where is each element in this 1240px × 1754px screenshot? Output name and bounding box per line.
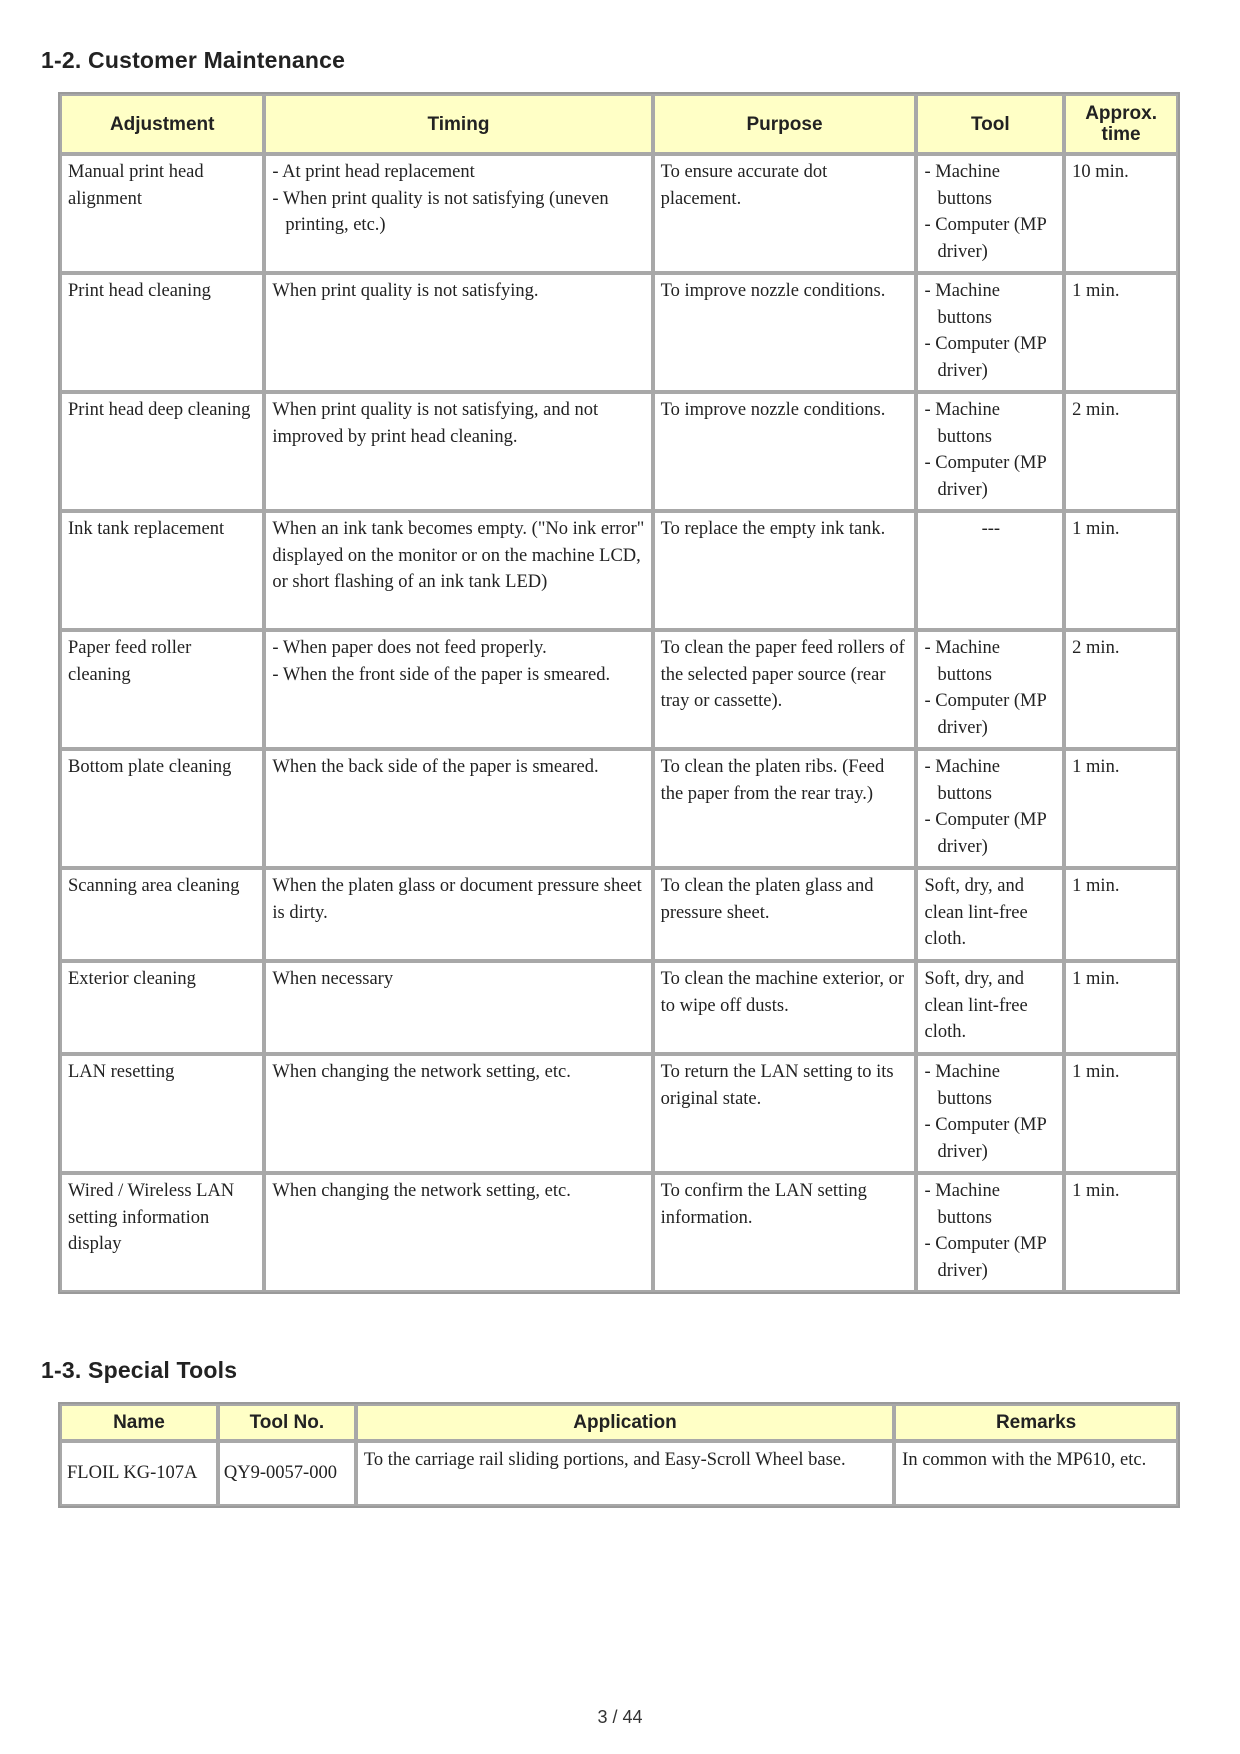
header-adjustment: Adjustment <box>60 94 264 154</box>
tool-line: driver) <box>937 836 988 857</box>
tool-line: driver) <box>937 1141 988 1162</box>
cell-approx-time: 1 min. <box>1064 1173 1178 1292</box>
cell-tool <box>916 154 1064 273</box>
cell-tool: Soft, dry, and clean lint-free cloth. <box>916 961 1064 1054</box>
tool-machine-buttons <box>924 1059 1057 1112</box>
tool-line: - Machine <box>924 757 1000 777</box>
cell-name: FLOIL KG-107A <box>60 1441 218 1506</box>
cell-approx-time: 1 min. <box>1064 961 1178 1054</box>
tool-line: - Machine <box>924 1062 1000 1082</box>
cell-timing: When print quality is not satisfying, and not improved by print head cleaning. <box>264 392 652 511</box>
cell-adjustment: Paper feed roller cleaning <box>60 630 264 749</box>
cell-purpose: To ensure accurate dot placement. <box>653 154 917 273</box>
cell-tool <box>916 749 1064 868</box>
cell-approx-time: 2 min. <box>1064 630 1178 749</box>
tool-computer-driver <box>924 331 1057 384</box>
header-name: Name <box>60 1404 218 1441</box>
table-row <box>60 154 1178 273</box>
header-tool-no: Tool No. <box>218 1404 356 1441</box>
tool-line: buttons <box>937 664 992 685</box>
tool-line: buttons <box>937 307 992 328</box>
tool-line: - Computer (MP <box>924 453 1047 473</box>
tool-computer-driver <box>924 1112 1057 1165</box>
cell-approx-time: 1 min. <box>1064 273 1178 392</box>
tool-line: - Machine <box>924 400 1000 420</box>
table-row <box>60 1441 1178 1506</box>
header-tool: Tool <box>916 94 1064 154</box>
cell-tool <box>916 630 1064 749</box>
cell-approx-time: 1 min. <box>1064 749 1178 868</box>
cell-timing: When the platen glass or document pressure sheet is dirty. <box>264 868 652 961</box>
tool-computer-driver <box>924 450 1057 503</box>
table-row <box>60 749 1178 868</box>
tool-machine-buttons <box>924 1178 1057 1231</box>
table-row <box>60 273 1178 392</box>
section-title-special-tools: 1-3. Special Tools <box>41 1357 238 1383</box>
cell-timing: When changing the network setting, etc. <box>264 1173 652 1292</box>
tool-computer-driver <box>924 807 1057 860</box>
tool-machine-buttons <box>924 278 1057 331</box>
tool-computer-driver <box>924 1231 1057 1284</box>
table-row <box>60 392 1178 511</box>
cell-adjustment: LAN resetting <box>60 1054 264 1173</box>
table-row <box>60 868 1178 961</box>
tool-line: - Machine <box>924 1181 1000 1201</box>
tool-line: buttons <box>937 783 992 804</box>
tool-line: buttons <box>937 426 992 447</box>
tool-computer-driver <box>924 688 1057 741</box>
cell-timing: When print quality is not satisfying. <box>264 273 652 392</box>
cell-adjustment: Bottom plate cleaning <box>60 749 264 868</box>
cell-adjustment: Manual print head alignment <box>60 154 264 273</box>
cell-purpose: To clean the machine exterior, or to wipe off dusts. <box>653 961 917 1054</box>
tool-line: driver) <box>937 717 988 738</box>
table-row <box>60 1173 1178 1292</box>
cell-adjustment: Scanning area cleaning <box>60 868 264 961</box>
tool-line: - Machine <box>924 638 1000 658</box>
timing-line: - When paper does not feed properly. <box>272 638 547 658</box>
cell-tool-no: QY9-0057-000 <box>218 1441 356 1506</box>
customer-maintenance-table <box>58 92 1180 1294</box>
cell-purpose: To replace the empty ink tank. <box>653 511 917 630</box>
header-timing: Timing <box>264 94 652 154</box>
special-tools-table <box>58 1402 1180 1508</box>
tool-line: - Computer (MP <box>924 691 1047 711</box>
table-row <box>60 630 1178 749</box>
table-row <box>60 961 1178 1054</box>
cell-timing: When the back side of the paper is smeared. <box>264 749 652 868</box>
tool-line: - Computer (MP <box>924 215 1047 235</box>
cell-purpose: To improve nozzle conditions. <box>653 273 917 392</box>
tool-line: - Machine <box>924 162 1000 182</box>
cell-purpose: To improve nozzle conditions. <box>653 392 917 511</box>
cell-purpose: To clean the platen ribs. (Feed the paper from the rear tray.) <box>653 749 917 868</box>
cell-purpose: To clean the platen glass and pressure sheet. <box>653 868 917 961</box>
tool-machine-buttons <box>924 159 1057 212</box>
cell-approx-time: 1 min. <box>1064 511 1178 630</box>
cell-timing: When changing the network setting, etc. <box>264 1054 652 1173</box>
cell-adjustment: Print head deep cleaning <box>60 392 264 511</box>
tool-computer-driver <box>924 212 1057 265</box>
cell-tool <box>916 273 1064 392</box>
cell-tool <box>916 1054 1064 1173</box>
cell-approx-time: 2 min. <box>1064 392 1178 511</box>
cell-tool <box>916 1173 1064 1292</box>
cell-timing <box>264 630 652 749</box>
tool-machine-buttons <box>924 397 1057 450</box>
table-row <box>60 511 1178 630</box>
cell-tool: Soft, dry, and clean lint-free cloth. <box>916 868 1064 961</box>
cell-approx-time: 1 min. <box>1064 868 1178 961</box>
cell-adjustment: Wired / Wireless LAN setting information display <box>60 1173 264 1292</box>
cell-adjustment: Ink tank replacement <box>60 511 264 630</box>
header-approx-time: Approx. time <box>1064 94 1178 154</box>
header-purpose: Purpose <box>653 94 917 154</box>
cell-purpose: To return the LAN setting to its original state. <box>653 1054 917 1173</box>
tool-line: driver) <box>937 479 988 500</box>
tool-line: - Machine <box>924 281 1000 301</box>
cell-adjustment: Print head cleaning <box>60 273 264 392</box>
header-application: Application <box>356 1404 894 1441</box>
timing-line: - When print quality is not satisfying (uneven printing, etc.) <box>272 188 609 235</box>
cell-purpose: To clean the paper feed rollers of the selected paper source (rear tray or cassette). <box>653 630 917 749</box>
tool-line: - Computer (MP <box>924 1234 1047 1254</box>
timing-line: - When the front side of the paper is smeared. <box>272 664 611 685</box>
tool-line: driver) <box>937 1260 988 1281</box>
tool-line: buttons <box>937 1207 992 1228</box>
cell-adjustment: Exterior cleaning <box>60 961 264 1054</box>
timing-line: - At print head replacement <box>272 162 475 182</box>
tool-line: buttons <box>937 1088 992 1109</box>
cell-remarks: In common with the MP610, etc. <box>894 1441 1178 1506</box>
table-header-row <box>60 94 1178 154</box>
header-remarks: Remarks <box>894 1404 1178 1441</box>
cell-tool: --- <box>916 511 1064 630</box>
cell-purpose: To confirm the LAN setting information. <box>653 1173 917 1292</box>
cell-tool <box>916 392 1064 511</box>
cell-timing: When necessary <box>264 961 652 1054</box>
tool-line: - Computer (MP <box>924 334 1047 354</box>
tool-machine-buttons <box>924 754 1057 807</box>
cell-approx-time: 10 min. <box>1064 154 1178 273</box>
section-title-customer-maintenance: 1-2. Customer Maintenance <box>41 47 346 73</box>
cell-timing <box>264 154 652 273</box>
tool-line: - Computer (MP <box>924 810 1047 830</box>
cell-timing: When an ink tank becomes empty. ("No ink error" displayed on the monitor or on the machine LCD, or short flashing of an ink tank LED) <box>264 511 652 630</box>
tool-machine-buttons <box>924 635 1057 688</box>
tool-line: driver) <box>937 360 988 381</box>
table-header-row <box>60 1404 1178 1441</box>
table-row <box>60 1054 1178 1173</box>
tool-line: - Computer (MP <box>924 1115 1047 1135</box>
cell-application: To the carriage rail sliding portions, and Easy-Scroll Wheel base. <box>356 1441 894 1506</box>
tool-line: buttons <box>937 188 992 209</box>
page-number: 3 / 44 <box>597 1707 643 1727</box>
tool-line: driver) <box>937 241 988 262</box>
cell-approx-time: 1 min. <box>1064 1054 1178 1173</box>
